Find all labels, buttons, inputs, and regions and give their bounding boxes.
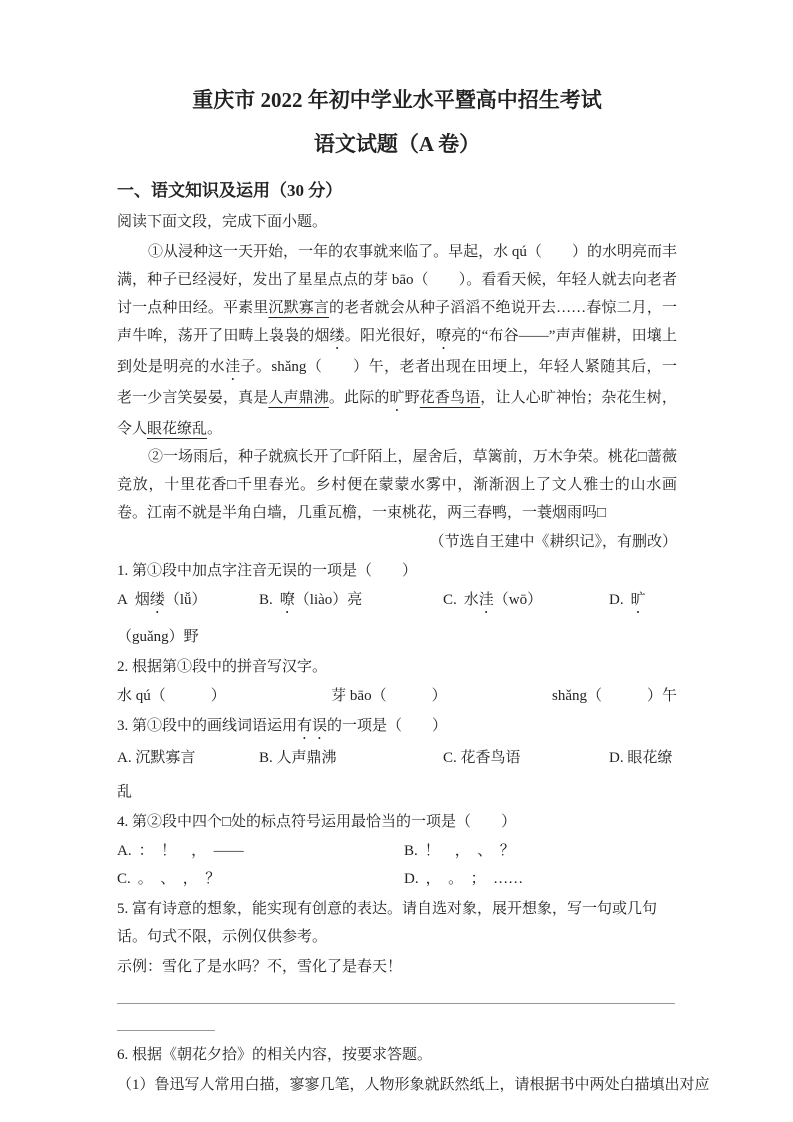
question-1-option-b [259,586,443,617]
question-4-option-b [404,837,677,865]
question-6-sub1: （1）鲁迅写人常用白描，寥寥几笔，人物形象就跃然纸上，请根据书中两处白描填出对应 [117,1077,710,1093]
question-1-option-c [443,586,609,617]
stem-text: 的一项是（ ） [327,718,448,734]
option-label: B. [404,843,418,859]
option-label: A. [117,843,132,859]
question-4-option-c [117,865,404,893]
question-4-stem: 4. 第②段中四个□处的标点符号运用最恰当的一项是（ ） [117,814,517,830]
dotted-emphasis-char: 缕 [149,592,165,608]
page-content [117,84,710,1099]
passage-source-attribution: （节选自王建中《耕织记》，有删改） [429,534,677,550]
option-text: ： ！ ， —— [138,843,244,859]
question-5-example: 示例：雪化了是水吗？不，雪化了是春天！ [117,959,403,975]
passage-text-segment: ①从浸种这一天开始，一年的农事就来临了。早起，水 qú（ ）的水明亮而丰满，种子已经浸好，发出了星星点点的芽 bāo（ ）。看看天候，年轻人就去向老者讨一点种田经。平素里 [117,244,677,316]
question-4-option-d [404,865,677,893]
underlined-phrase: 花香鸟语 [419,390,481,406]
dotted-emphasis-char: 洼 [478,592,494,608]
dotted-emphasis-word: 有误 [297,718,328,734]
pinyin-blank: 芽 bāo（ ） [331,688,447,704]
exam-subtitle: 语文试题（A 卷） [313,132,481,156]
question-1-stem: 1. 第①段中加点字注音无误的一项是（ ） [117,563,418,579]
dotted-emphasis-char: 嘹 [279,592,295,608]
question-3-option-a: A. 沉默寡言 [117,750,196,766]
passage-text-segment: 。此际的 [328,390,390,406]
passage-text-segment: 。 [207,421,223,437]
option-text: （wō） [493,592,543,608]
option-label: C. [117,871,131,887]
option-label: D. [609,592,624,608]
passage-text-segment: 野 [404,390,420,406]
question-2-stem: 2. 根据第①段中的拼音写汉字。 [117,659,328,675]
question-1-options [117,586,677,617]
section-1-heading: 一、语文知识及运用（30 分） [117,181,343,200]
option-label: C. [443,592,457,608]
reading-instruction: 阅读下面文段，完成下面小题。 [117,214,328,230]
question-2-blanks [117,682,677,710]
passage-text-segment: 。阳光很好， [344,328,436,344]
option-text: 烟 [134,592,150,608]
passage-text-segment: 亮的“布谷——”声声催耕，田壤上到处是明亮的水 [117,328,677,375]
underlined-phrase: 沉默寡言 [268,300,329,316]
answer-line-short [117,1030,215,1031]
pinyin-blank: shǎng（ ）午 [552,688,677,704]
exam-title: 重庆市 2022 年初中学业水平暨高中招生考试 [192,88,602,112]
dotted-emphasis-char: 洼 [225,359,241,375]
question-4-options [117,837,677,893]
option-label: B. [259,592,273,608]
question-4-option-a [117,837,404,865]
question-5-stem: 5. 富有诗意的想象，能实现有创意的表达。请自选对象，展开想象，写一句或几句话。句式不限，示例仅供参考。 [117,901,658,945]
question-3-options [117,744,677,772]
question-1-option-a [117,586,259,617]
option-text: ！ ， 、 ？ [424,843,515,859]
question-3-option-b: B. 人声鼎沸 [259,750,337,766]
option-label: D. [404,871,419,887]
answer-line-long [117,1003,675,1004]
option-text: ， 。 ； …… [425,871,524,887]
question-3-stem [117,712,677,743]
question-3-option-d: D. 眼花缭 [609,750,673,766]
dotted-emphasis-char: 嘹 [436,328,452,344]
option-text: 。 、 ， ？ [137,871,221,887]
pinyin-blank: 水 qú（ ） [117,688,226,704]
option-text: （lǚ） [164,592,207,608]
underlined-phrase: 眼花缭乱 [147,421,208,437]
question-1-option-d-continuation: （guǎng）野 [117,629,199,645]
passage-text-segment: 子。shǎng（ ）午，老者出现在田埂上，年轻人紧随其后，一老一少言笑晏晏，真是 [117,359,677,406]
option-label: A [117,592,128,608]
dotted-emphasis-char: 旷 [389,390,405,406]
option-text: 水 [463,592,479,608]
question-3-option-d-continuation: 乱 [117,784,133,800]
question-6-stem: 6. 根据《朝花夕拾》的相关内容，按要求答题。 [117,1047,433,1063]
stem-text: 3. 第①段中的画线词语运用 [117,718,298,734]
question-1-option-d [609,586,677,617]
passage-text-segment: ，让人心旷神怡；杂花生树，令人 [117,390,677,437]
question-3-option-c: C. 花香鸟语 [443,750,521,766]
option-text: （liào）亮 [294,592,363,608]
passage-paragraph-1 [117,238,677,443]
passage-text-segment: 的老者就会从种子滔滔不绝说开去……春惊二月，一声牛哞，荡开了田畴上袅袅的烟 [117,300,677,344]
dotted-emphasis-char: 旷 [630,592,646,608]
passage-paragraph-2: ②一场雨后，种子就疯长开了□阡陌上，屋舍后，草篱前，万木争荣。桃花□蔷薇竞放，十里花香□千里春光。乡村便在蒙蒙水雾中，渐渐洇上了文人雅士的山水画卷。江南不就是半角白墙，几重瓦檐，一束桃花，两三春鸭，一蓑烟雨吗□ [117,449,677,521]
underlined-phrase: 人声鼎沸 [268,390,329,406]
dotted-emphasis-char: 缕 [329,328,345,344]
